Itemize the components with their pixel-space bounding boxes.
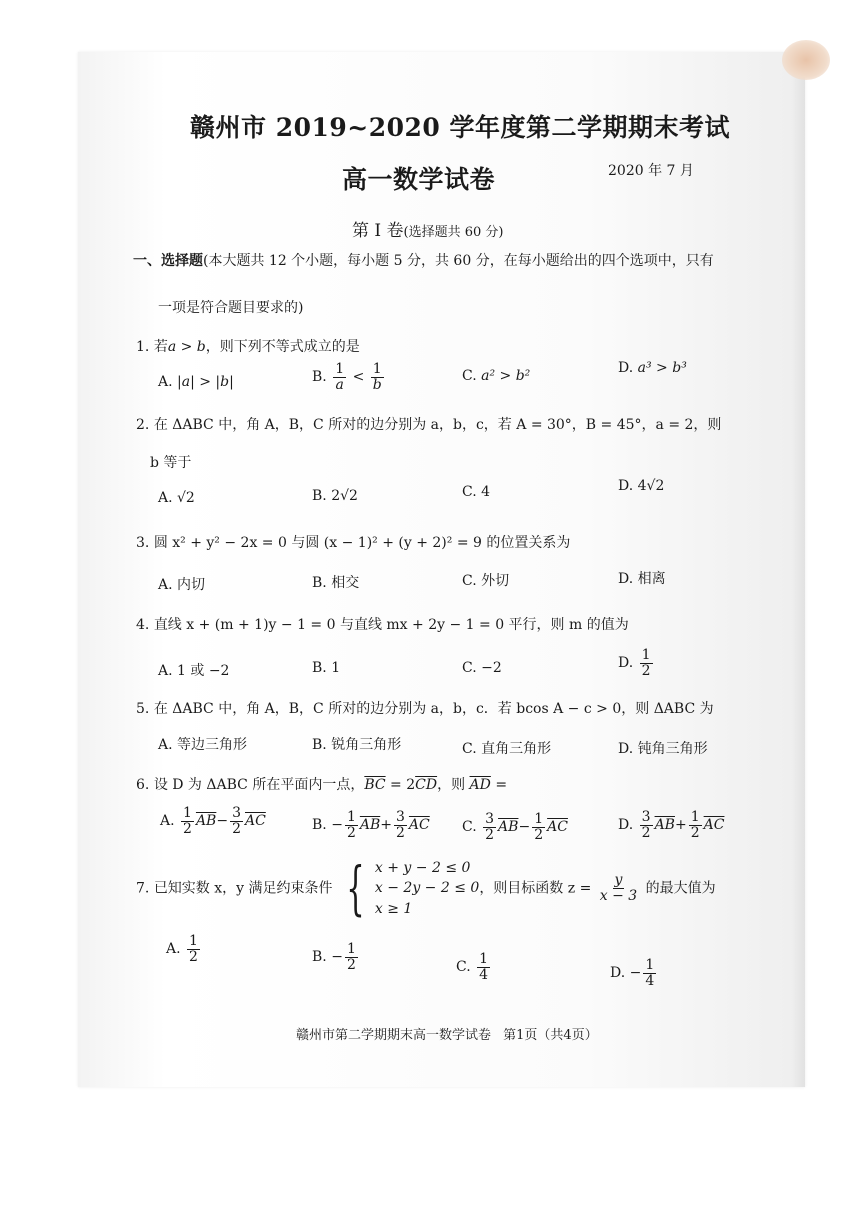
section-instructions-line2: 一项是符合题目要求的) bbox=[158, 300, 304, 316]
fraction bbox=[181, 806, 194, 836]
stem-text: = 2 bbox=[385, 777, 416, 793]
constraint: x − 2y − 2 ≤ 0 bbox=[374, 880, 480, 897]
numerator: 1 bbox=[372, 361, 382, 377]
numerator: 1 bbox=[335, 361, 345, 377]
volume-note: (选择题共 60 分) bbox=[403, 225, 504, 240]
option-label: C. bbox=[462, 484, 477, 500]
numerator: 1 bbox=[645, 957, 655, 973]
operator: + bbox=[674, 817, 687, 834]
constraint: x + y − 2 ≤ 0 bbox=[374, 860, 471, 876]
denominator: 2 bbox=[189, 948, 198, 965]
q4-option-a bbox=[158, 660, 229, 680]
fraction bbox=[371, 362, 384, 392]
operator: + bbox=[380, 817, 392, 834]
q6-option-b bbox=[312, 810, 430, 840]
numerator: 1 bbox=[641, 647, 651, 663]
option-label: A. bbox=[158, 663, 173, 679]
numerator: 1 bbox=[183, 805, 192, 821]
option-text: √2 bbox=[177, 490, 195, 506]
option-text: a² > b² bbox=[481, 368, 531, 384]
stem-text: 设 D 为 ΔABC 所在平面内一点， bbox=[153, 777, 365, 793]
denominator: 2 bbox=[232, 820, 241, 837]
denominator: b bbox=[372, 376, 382, 393]
denominator: 2 bbox=[641, 824, 651, 841]
fraction bbox=[689, 810, 702, 840]
footer-text: 赣州市第二学期期末高一数学试卷 bbox=[296, 1028, 492, 1043]
fraction bbox=[230, 806, 243, 836]
fraction bbox=[187, 934, 200, 964]
option-text: 外切 bbox=[481, 573, 510, 589]
fraction bbox=[394, 810, 407, 840]
page-number: 第1页（共4页） bbox=[503, 1028, 598, 1043]
option-text: 1 bbox=[331, 660, 341, 676]
fraction bbox=[345, 810, 358, 840]
vector: $\overline{AB}$ bbox=[359, 817, 381, 834]
question-number: 1. bbox=[136, 339, 150, 355]
option-label: A. bbox=[158, 490, 173, 506]
q6-option-a bbox=[160, 806, 266, 836]
denominator: 4 bbox=[479, 966, 489, 983]
fraction bbox=[477, 952, 490, 982]
q1-option-d bbox=[618, 360, 687, 376]
stem-text: 直线 x + (m + 1)y − 1 = 0 与直线 mx + 2y − 1 = 0 平行，则 m 的值为 bbox=[153, 617, 629, 633]
option-text: 相离 bbox=[637, 571, 666, 587]
vector: $\overline{AB}$ bbox=[654, 817, 675, 834]
option-text: a³ > b³ bbox=[637, 360, 687, 376]
denominator: a bbox=[335, 376, 344, 393]
question-number: 5. bbox=[136, 701, 150, 717]
vector-cd: $\overline{CD}$ bbox=[415, 777, 438, 793]
stem-text: ，则 bbox=[437, 777, 470, 793]
numerator: 1 bbox=[690, 809, 700, 825]
question-2-stem bbox=[136, 414, 721, 434]
q2-option-b bbox=[312, 488, 358, 504]
q5-option-d bbox=[618, 738, 708, 758]
q1-option-a bbox=[158, 374, 234, 390]
option-label: B. bbox=[312, 575, 327, 591]
operator: − bbox=[518, 819, 531, 836]
option-text: 2√2 bbox=[331, 488, 358, 504]
numerator: 3 bbox=[232, 805, 241, 821]
option-label: D. bbox=[618, 741, 634, 757]
numerator: 1 bbox=[346, 809, 356, 825]
numerator: 1 bbox=[479, 951, 489, 967]
sign: − bbox=[331, 949, 343, 966]
option-label: B. bbox=[312, 737, 327, 753]
stem-math: a > b bbox=[167, 339, 206, 355]
option-label: C. bbox=[456, 959, 471, 976]
question-6-stem bbox=[136, 774, 507, 794]
vector: $\overline{AC}$ bbox=[547, 819, 568, 836]
option-text: 1 或 −2 bbox=[177, 663, 230, 679]
denominator: 2 bbox=[641, 662, 651, 679]
vector-bc: $\overline{BC}$ bbox=[364, 777, 386, 793]
sign: − bbox=[629, 965, 642, 982]
stem-text: ，则下列不等式成立的是 bbox=[205, 339, 360, 355]
q3-option-d bbox=[618, 568, 666, 588]
stem-text: ，则目标函数 z = bbox=[479, 880, 592, 897]
option-label: A. bbox=[158, 737, 173, 753]
sign: − bbox=[331, 817, 343, 834]
q6-option-c bbox=[462, 812, 568, 842]
section-heading: 一、选择题 bbox=[133, 253, 203, 269]
question-5-stem bbox=[136, 698, 714, 718]
relation: < bbox=[352, 369, 365, 386]
q2-option-a bbox=[158, 490, 195, 506]
q2-option-c bbox=[462, 484, 490, 500]
paper-shadow-edge bbox=[791, 52, 805, 1087]
question-number: 3. bbox=[136, 535, 150, 551]
denominator: 2 bbox=[534, 826, 544, 843]
option-text: −2 bbox=[481, 660, 502, 676]
denominator: x − 3 bbox=[599, 887, 638, 904]
denominator: 2 bbox=[396, 824, 405, 841]
q5-option-c bbox=[462, 738, 551, 758]
option-label: D. bbox=[618, 478, 634, 494]
exam-date: 2020 年 7 月 bbox=[608, 163, 694, 179]
vector: $\overline{AB}$ bbox=[498, 819, 519, 836]
operator: − bbox=[216, 813, 229, 830]
numerator: y bbox=[614, 872, 623, 889]
q7-option-d bbox=[610, 958, 658, 988]
fraction bbox=[333, 362, 346, 392]
q1-option-b bbox=[312, 362, 386, 392]
q2-option-d bbox=[618, 478, 664, 494]
q3-option-c bbox=[462, 570, 509, 590]
question-number: 2. bbox=[136, 417, 150, 433]
fraction bbox=[640, 648, 653, 678]
fraction bbox=[643, 958, 656, 988]
option-label: C. bbox=[462, 573, 477, 589]
stem-text: 的最大值为 bbox=[645, 880, 716, 897]
question-2-stem-line2: b 等于 bbox=[150, 455, 192, 471]
objective-fraction bbox=[598, 873, 639, 903]
page-footer bbox=[296, 1024, 598, 1043]
option-label: D. bbox=[618, 655, 634, 672]
option-label: D. bbox=[618, 360, 634, 376]
q7-option-c bbox=[456, 952, 492, 982]
section-instructions-line1: (本大题共 12 个小题，每小题 5 分，共 60 分，在每小题给出的四个选项中，只有 bbox=[203, 253, 714, 269]
fraction bbox=[640, 810, 653, 840]
question-1-stem bbox=[136, 336, 360, 356]
stem-text: 在 ΔABC 中，角 A，B，C 所对的边分别为 a，b，c，若 A = 30°，B = 45°，a = 2，则 bbox=[153, 417, 722, 433]
option-text: 4√2 bbox=[637, 478, 665, 494]
question-number: 7. bbox=[136, 880, 150, 897]
q3-option-b bbox=[312, 572, 359, 592]
option-text: 锐角三角形 bbox=[331, 737, 402, 753]
q5-option-b bbox=[312, 734, 401, 754]
fraction bbox=[345, 942, 358, 972]
option-label: D. bbox=[618, 817, 634, 834]
option-label: C. bbox=[462, 660, 477, 676]
denominator: 2 bbox=[346, 824, 356, 841]
finger-smudge bbox=[782, 40, 830, 80]
section-instructions bbox=[133, 250, 714, 270]
numerator: 3 bbox=[396, 809, 405, 825]
volume-label: 第 I 卷 bbox=[352, 221, 404, 241]
option-label: B. bbox=[312, 949, 327, 966]
q7-option-a bbox=[166, 934, 202, 964]
vector: $\overline{AC}$ bbox=[703, 817, 725, 834]
vector: $\overline{AC}$ bbox=[408, 817, 430, 834]
vector: $\overline{AB}$ bbox=[195, 813, 217, 830]
denominator: 2 bbox=[690, 824, 700, 841]
question-number: 6. bbox=[136, 777, 150, 793]
option-label: D. bbox=[610, 965, 626, 982]
option-text: 等边三角形 bbox=[177, 737, 248, 753]
vector-ad: $\overline{AD}$ bbox=[469, 777, 491, 793]
q3-option-a bbox=[158, 574, 205, 594]
stem-text: 已知实数 x，y 满足约束条件 bbox=[153, 880, 333, 897]
question-number: 4. bbox=[136, 617, 150, 633]
q6-option-d bbox=[618, 810, 724, 840]
stem-text: 若 bbox=[153, 339, 168, 355]
stem-text: 在 ΔABC 中，角 A，B，C 所对的边分别为 a，b，c．若 bcos A − c > 0，则 ΔABC 为 bbox=[153, 701, 714, 717]
option-label: C. bbox=[462, 741, 477, 757]
option-label: B. bbox=[312, 369, 327, 386]
question-3-stem bbox=[136, 532, 570, 552]
fraction bbox=[532, 812, 545, 842]
numerator: 3 bbox=[641, 809, 651, 825]
option-label: A. bbox=[166, 941, 181, 958]
option-label: A. bbox=[158, 374, 173, 390]
denominator: 4 bbox=[645, 972, 655, 989]
option-text: 相交 bbox=[331, 575, 360, 591]
option-label: C. bbox=[462, 368, 477, 384]
left-brace: { bbox=[346, 854, 365, 923]
q1-option-c bbox=[462, 368, 530, 384]
exam-subtitle: 高一数学试卷 bbox=[342, 165, 496, 194]
volume-heading bbox=[352, 216, 503, 241]
numerator: 1 bbox=[346, 941, 356, 957]
exam-paper bbox=[78, 52, 805, 1087]
q7-option-b bbox=[312, 942, 360, 972]
option-text: 钝角三角形 bbox=[637, 741, 708, 757]
option-label: B. bbox=[312, 660, 327, 676]
option-label: C. bbox=[462, 819, 477, 836]
option-text: 4 bbox=[481, 484, 491, 500]
denominator: 2 bbox=[183, 820, 192, 837]
numerator: 3 bbox=[485, 811, 495, 827]
vector: $\overline{AC}$ bbox=[245, 813, 266, 830]
option-label: D. bbox=[618, 571, 634, 587]
fraction bbox=[483, 812, 496, 842]
option-label: A. bbox=[158, 577, 173, 593]
question-7-stem bbox=[136, 854, 716, 923]
constraint-system bbox=[337, 854, 480, 923]
stem-text: 圆 x² + y² − 2x = 0 与圆 (x − 1)² + (y + 2)² = 9 的位置关系为 bbox=[153, 535, 571, 551]
q4-option-b bbox=[312, 660, 340, 676]
denominator: 2 bbox=[485, 826, 495, 843]
q4-option-c bbox=[462, 660, 502, 676]
option-text: 直角三角形 bbox=[481, 741, 552, 757]
numerator: 1 bbox=[534, 811, 544, 827]
numerator: 1 bbox=[189, 933, 198, 949]
option-text: 内切 bbox=[177, 577, 206, 593]
exam-title: 赣州市 2019~2020 学年度第二学期期末考试 bbox=[190, 113, 731, 142]
option-label: B. bbox=[312, 488, 327, 504]
q4-option-d bbox=[618, 648, 655, 678]
option-text: |a| > |b| bbox=[177, 374, 234, 390]
q5-option-a bbox=[158, 734, 247, 754]
denominator: 2 bbox=[346, 956, 356, 973]
constraint: x ≥ 1 bbox=[374, 900, 413, 917]
option-label: B. bbox=[312, 817, 327, 834]
option-label: A. bbox=[160, 813, 175, 830]
stem-text: = bbox=[490, 777, 508, 793]
question-4-stem bbox=[136, 614, 629, 634]
